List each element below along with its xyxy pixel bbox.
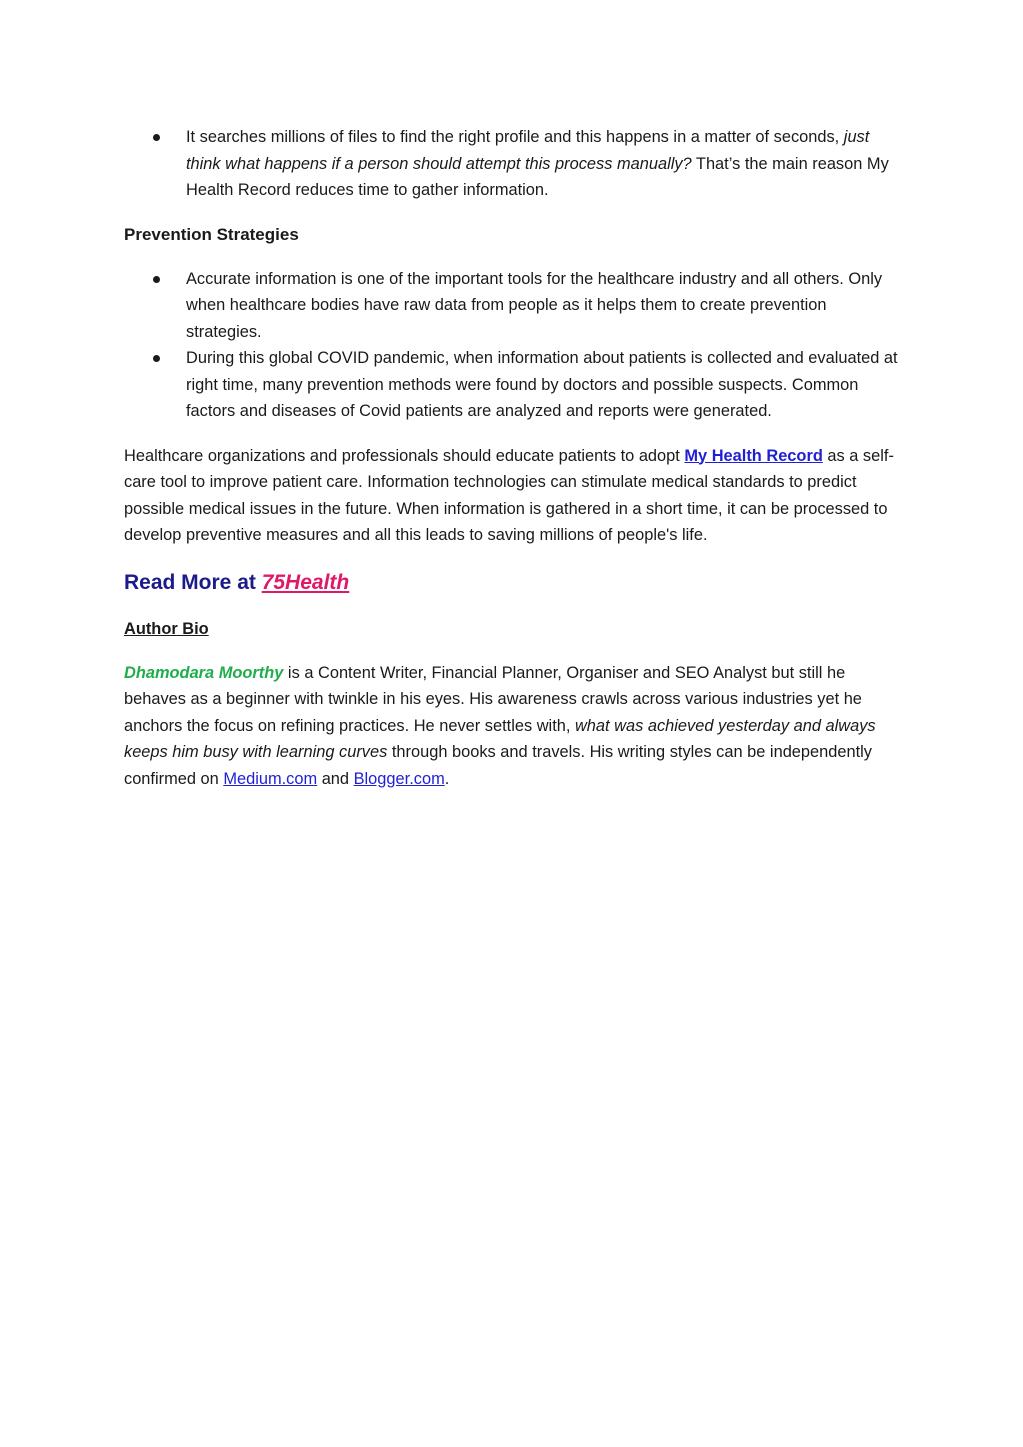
top-bullet-list <box>124 124 900 204</box>
list-item-text: It searches millions of files to find the right profile and this happens in a matter of seconds, <box>186 128 844 146</box>
author-bio-text-2: through books and travels. His writing styles can be independently confirmed on <box>124 743 873 788</box>
author-name: Dhamodara Moorthy <box>124 663 284 682</box>
list-item-text: Accurate information is one of the important tools for the healthcare industry and all others. Only when healthcare bodies have raw data from people as it helps them to create prevention strategies. <box>186 269 883 341</box>
document-page <box>124 124 900 792</box>
author-bio-text-end: . <box>444 769 450 788</box>
prevention-bullet-list <box>124 266 900 425</box>
list-item <box>124 345 900 425</box>
author-bio-italic-text: what was achieved yesterday and always keeps him busy with learning curves <box>124 716 876 761</box>
bullet-icon <box>153 355 160 362</box>
summary-text: Healthcare organizations and professionals should educate patients to adopt <box>124 446 685 465</box>
blogger-link[interactable]: Blogger.com <box>353 769 445 788</box>
list-item-text-end: That’s the main reason My Health Record reduces time to gather information. <box>186 154 889 199</box>
75health-link[interactable]: 75Health <box>261 570 350 594</box>
read-more-prefix: Read More at <box>124 570 262 594</box>
list-item <box>124 124 900 204</box>
summary-paragraph <box>124 443 900 549</box>
medium-link[interactable]: Medium.com <box>223 769 318 788</box>
author-bio-heading: Author Bio <box>124 619 209 638</box>
my-health-record-link[interactable]: My Health Record <box>684 446 823 465</box>
prevention-heading: Prevention Strategies <box>124 224 299 244</box>
bullet-icon <box>153 134 160 141</box>
list-item <box>124 266 900 346</box>
bullet-icon <box>153 276 160 283</box>
author-bio-paragraph <box>124 660 900 793</box>
summary-text-end: as a self-care tool to improve patient care. Information technologies can stimulate medical standards to predict possible medical issues in the future. When information is gathered in a short time, it can be processed to develop preventive measures and all this leads to saving millions of people's life. <box>124 446 894 544</box>
list-item-text: During this global COVID pandemic, when information about patients is collected and evaluated at right time, many prevention methods were found by doctors and possible suspects. Common factors and diseases of Covid patients are analyzed and reports were generated. <box>186 349 898 420</box>
author-bio-text: is a Content Writer, Financial Planner, Organiser and SEO Analyst but still he behaves as a beginner with twinkle in his eyes. His awareness crawls across various industries yet he anchors the focus on refining practices. He never settles with, <box>124 663 862 735</box>
author-bio-text-3: and <box>317 769 354 788</box>
read-more-heading <box>124 568 900 598</box>
list-item-italic-text: just think what happens if a person should attempt this process manually? <box>186 128 870 173</box>
